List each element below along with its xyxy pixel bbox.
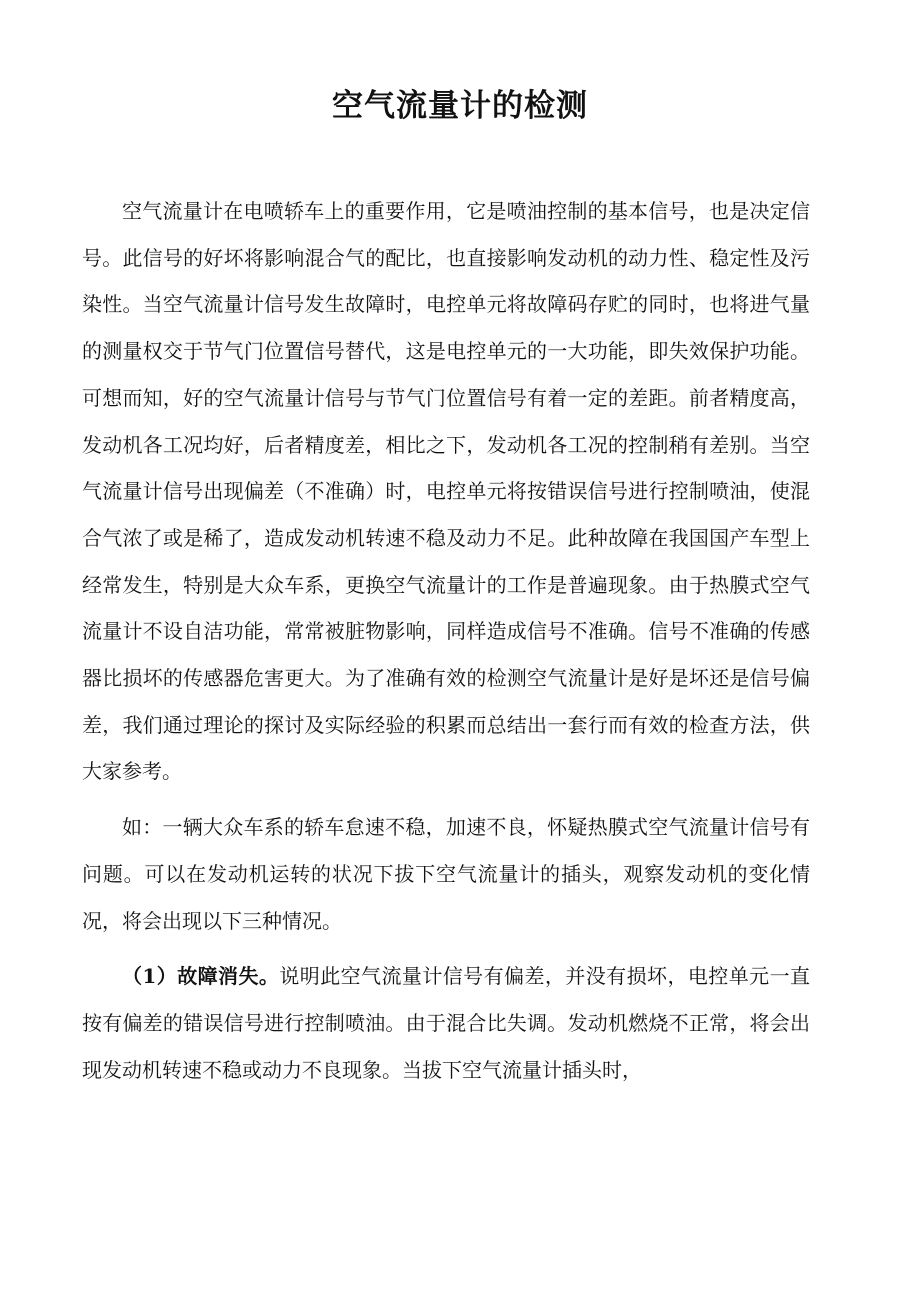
case-1-heading: （1）故障消失。 <box>122 964 280 989</box>
paragraph-example: 如：一辆大众车系的轿车怠速不稳，加速不良，怀疑热膜式空气流量计信号有问题。可以在发动机运转的状况下拔下空气流量计的插头，观察发动机的变化情况，将会出现以下三种情况。 <box>82 815 810 933</box>
document-title: 空气流量计的检测 <box>332 88 588 124</box>
case-1-text: 说明此空气流量计信号有偏差，并没有损坏，电控单元一直按有偏差的错误信号进行控制喷油。由于混合比失调。发动机燃烧不正常，将会出现发动机转速不稳或动力不良现象。当拔下空气流量计插头时， <box>82 964 811 1082</box>
document-body <box>82 188 810 1093</box>
paragraph-case-1 <box>82 953 810 1093</box>
paragraph-spacer <box>82 944 810 953</box>
paragraph-spacer <box>82 795 810 804</box>
paragraph-intro: 空气流量计在电喷轿车上的重要作用，它是喷油控制的基本信号，也是决定信号。此信号的好坏将影响混合气的配比，也直接影响发动机的动力性、稳定性及污染性。当空气流量计信号发生故障时，电控单元将故障码存贮的同时，也将进气量的测量权交于节气门位置信号替代，这是电控单元的一大功能，即失效保护功能。可想而知，好的空气流量计信号与节气门位置信号有着一定的差距。前者精度高，发动机各工况均好，后者精度差，相比之下，发动机各工况的控制稍有差别。当空气流量计信号出现偏差（不准确）时，电控单元将按错误信号进行控制喷油，使混合气浓了或是稀了，造成发动机转速不稳及动力不足。此种故障在我国国产车型上经常发生，特别是大众车系，更换空气流量计的工作是普遍现象。由于热膜式空气流量计不设自洁功能，常常被脏物影响，同样造成信号不准确。信号不准确的传感器比损坏的传感器危害更大。为了准确有效的检测空气流量计是好是坏还是信号偏差，我们通过理论的探讨及实际经验的积累而总结出一套行而有效的检查方法，供大家参考。 <box>82 199 810 784</box>
